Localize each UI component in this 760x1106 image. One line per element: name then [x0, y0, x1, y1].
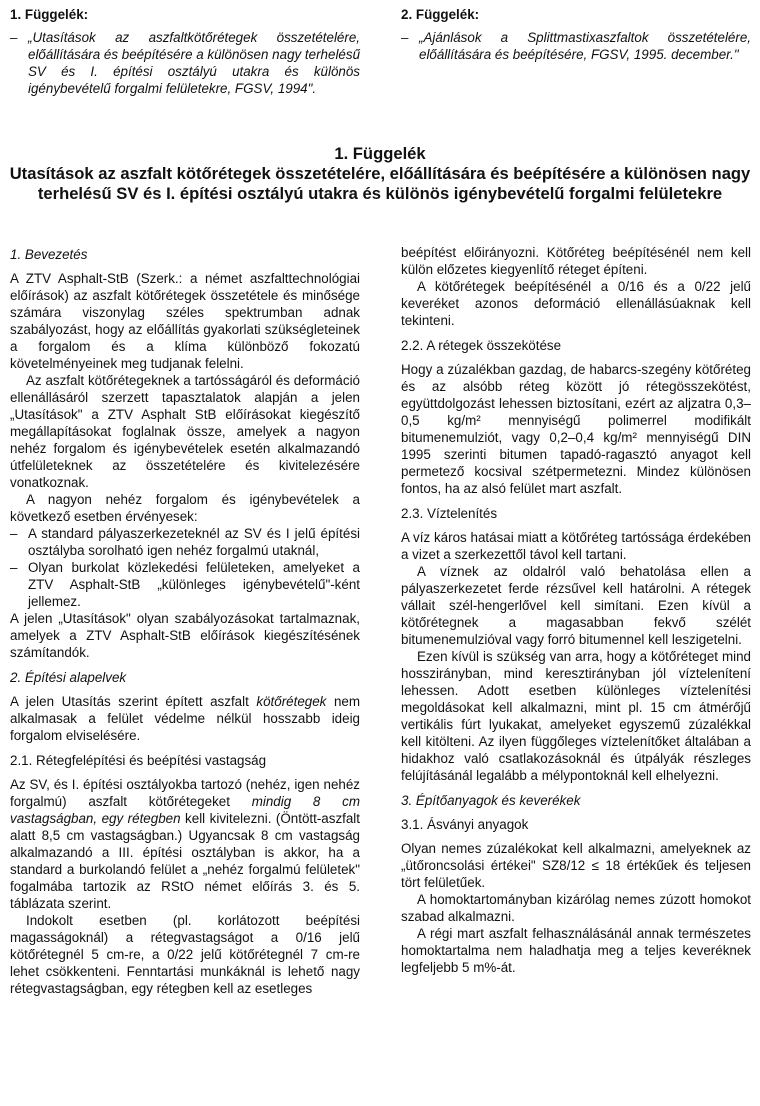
paragraph: A jelen Utasítás szerint épített aszfalt kötőrétegek nem alkalmasak a felület védelme nélkül hosszabb ideig forgalom elviselésére. — [10, 694, 360, 743]
appendix-2-label: 2. Függelék: — [401, 7, 480, 22]
paragraph: Ezen kívül is szükség van arra, hogy a kötőréteget mind hosszirányban, mind keresztirányban jól víztelenítení lehessen. Adott esetben különleges víztelenítési megoldásokat kell alkalmazni, mint pl. 15 cm átmérőjű vertikális fúrt lyukakat, amelyeket egyszemű zúzalékkal kell kitölteni. Az ilyen függőleges víztelenítőket általában a hidakhoz való csatlakozásoknál és útpályák részleges felújításánál legalább a mélypontoknál kell elhelyezni. — [401, 649, 751, 783]
appendix-1-entry — [10, 6, 360, 97]
paragraph: A régi mart aszfalt felhasználásánál annak természetes homoktartalma nem haladhatja meg a teljes keveréknek legfeljebb 5 m%-át. — [401, 926, 751, 975]
paragraph: Hogy a zúzalékban gazdag, de habarcs-szegény kötőréteg és az alsóbb réteg között jó rétegösszekötést, együttdolgozást lehessen biztosítani, ezért az aljzatra 0,3–0,5 kg/m² mennyiségű polimerrel modifikált bitumenemulziót, vagy 0,2–0,4 kg/m² mennyiségű DIN 1995 szerinti bitumen tapadó-ragasztó anyagot kell permetező kocsival szétpermetezni. Mindez különösen fontos, ha az alsó felület mart aszfalt. — [401, 362, 751, 496]
right-column — [401, 244, 751, 976]
paragraph: Az aszfalt kötőrétegeknek a tartósságáról és deformáció ellenállásáról szerzett tapasztalatok alapján a jelen „Utasítások" a ZTV Asphalt StB előírásokat kiegészítő megállapításokat foglalnak össze, amelyek a nagyon nehéz forgalom és igénybevételek esetén alkalmazandó útfelületeknek az összetételére és kivitelezésére vonatkoznak. — [10, 373, 360, 490]
section-heading-1: 1. Bevezetés — [10, 247, 88, 262]
section-heading-3: 3. Építőanyagok és keverékek — [401, 793, 581, 808]
section-heading-2: 2. Építési alapelvek — [10, 670, 127, 685]
title-appendix-number: 1. Függelék — [334, 144, 426, 163]
appendix-2-description: „Ajánlások a Splittmastixaszfaltok összetételére, előállítására és beépítésére, FGSV, 1995. december." — [419, 30, 751, 62]
dash-bullet: – — [10, 560, 18, 575]
page-title — [0, 144, 760, 204]
paragraph: A víz káros hatásai miatt a kötőréteg tartóssága érdekében a vizet a szerkezettől távol kell tartani. — [401, 530, 751, 562]
section-heading-2-2: 2.2. A rétegek összekötése — [401, 338, 562, 353]
section-heading-3-1: 3.1. Ásványi anyagok — [401, 817, 529, 832]
paragraph: A ZTV Asphalt-StB (Szerk.: a német aszfalttechnológiai előírások) az aszfalt kötőrétegek összetétele és minősége számára viszonylag széles spektrumban adnak szabályozást, hogy az előállítás gyakorlati szükségleteinek a forgalom és a klíma különböző fokozatú követelményeinek meg tudjanak felelni. — [10, 271, 360, 371]
dash-bullet: – — [10, 30, 18, 45]
left-column — [10, 246, 360, 997]
dash-bullet: – — [401, 30, 409, 45]
title-text: Utasítások az aszfalt kötőrétegek összetételére, előállítására és beépítésére a különösen nagy terhelésű SV és I. építési osztályú utakra és különös igénybevételű forgalmi felületekre — [9, 164, 751, 203]
paragraph: beépítést előirányozni. Kötőréteg beépítésénél nem kell külön előzetes kiegyenlítő réteget építeni. — [401, 245, 751, 277]
paragraph: Az SV, és I. építési osztályokba tartozó (nehéz, igen nehéz forgalmú) aszfalt kötőrétegeket mindig 8 cm vastagságban, egy rétegben kell kivitelezni. (Öntött-aszfalt alatt 8,5 cm vastagságban.) Ugyancsak 8 cm vastagság alkalmazandó a III. építési osztályban is akkor, ha a standard a burkolandó felület a „nehéz forgalmú felületek" fogalmába tartozik az RStO német előírás 3. és 5. táblázata szerint. — [10, 777, 361, 911]
appendix-1-description: „Utasítások az aszfaltkötőrétegek összetételére, előállítására és beépítésére a különösen nagy terhelésű SV és I. építési osztályú utakra és különös igénybevételű forgalmi felületekre, FGSV, 1994". — [28, 30, 361, 96]
paragraph: Indokolt esetben (pl. korlátozott beépítési magasságoknál) a rétegvastagságot a 0/16 jelű kötőrétegnél 5 cm-re, a 0/22 jelű kötőrétegnél 7 cm-re lehet csökkenteni. Fenntartási munkáknál is lehető nagy rétegvastagságban, egy rétegben kell az esetleges — [10, 913, 360, 996]
appendix-1-label: 1. Függelék: — [10, 7, 89, 22]
paragraph: A kötőrétegek beépítésénél a 0/16 és a 0/22 jelű keveréket azonos deformáció ellenállásúaknak kell tekinteni. — [401, 279, 751, 328]
paragraph: A jelen „Utasítások" olyan szabályozásokat tartalmaznak, amelyek a ZTV Asphalt-StB előírások kiegészítésének számítandók. — [10, 611, 360, 660]
list-item: – A standard pályaszerkezeteknél az SV és I jelű építési osztályba sorolható igen nehéz forgalmú utaknál, — [10, 526, 360, 558]
paragraph: A nagyon nehéz forgalom és igénybevételek a következő esetben érvényesek: — [10, 492, 360, 524]
paragraph: A víznek az oldalról való behatolása ellen a pályaszerkezetet ferde rézsűvel kell határolni. A rétegek vállait szél-hengerlővel kell simítani. Ezen kívül a kötőrétegnek a magasabban fekvő szélét bitumenemulzióval vagy forró bitumennel kell leszigetelni. — [401, 564, 751, 647]
section-heading-2-3: 2.3. Víztelenítés — [401, 506, 498, 521]
list-item: – Olyan burkolat közlekedési felületeken, amelyeket a ZTV Asphalt-StB „különleges igénybevételű"-ként jellemez. — [10, 560, 360, 609]
paragraph: A homoktartományban kizárólag nemes zúzott homokot szabad alkalmazni. — [401, 892, 751, 924]
appendix-2-entry — [401, 6, 751, 63]
paragraph: Olyan nemes zúzalékokat kell alkalmazni, amelyeknek az „ütőroncsolási értékei" SZ8/12 ≤ 18 értékűek és teljesen tört felületűek. — [401, 841, 751, 890]
section-heading-2-1: 2.1. Rétegfelépítési és beépítési vastagság — [10, 753, 267, 768]
dash-bullet: – — [10, 526, 18, 541]
